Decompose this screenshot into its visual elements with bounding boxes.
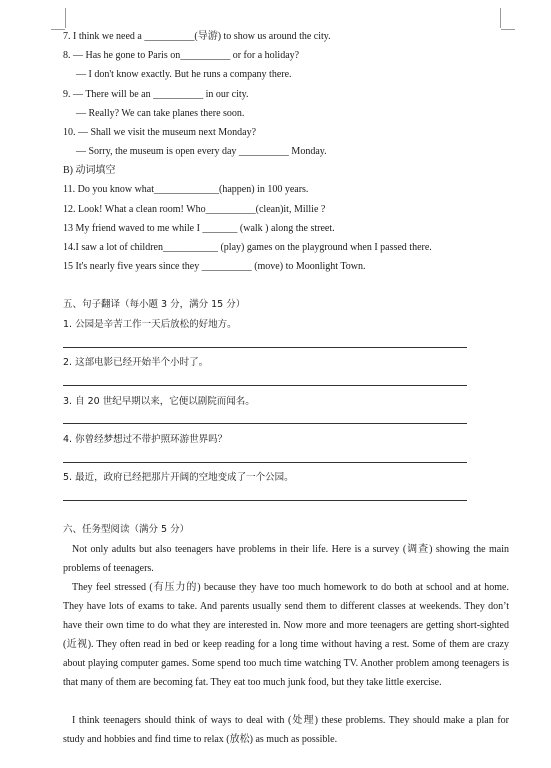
question-9-reply: — Really? We can take planes there soon. <box>76 108 245 119</box>
answer-line-1 <box>63 347 467 348</box>
section-b-heading: B) 动词填空 <box>63 165 116 176</box>
answer-line-2 <box>63 385 467 386</box>
reading-heading: 六、任务型阅读（满分 5 分） <box>63 524 190 535</box>
translation-item-1: 1. 公园是辛苦工作一天后放松的好地方。 <box>63 319 237 330</box>
question-10-reply: — Sorry, the museum is open every day __________ Monday. <box>76 146 327 157</box>
answer-line-5 <box>63 500 467 501</box>
reading-paragraph-2-text: They feel stressed (有压力的) because they have too much homework to do both at school and at home. They have lots of exams to take. And parents usually send them to different classes at weekends. They don’t have their own time to do what they are interested in. Now more and more teenagers are getting short-sighted (近视). They often read in bed or keep reading for a long time without having a rest. Some of them are crazy about playing computer games. Some spend too much time watching TV. Another problem among teenagers is that many of them are becoming fat. They eat too much junk food, but they take little exercise. <box>63 582 509 688</box>
reading-paragraph-1 <box>63 540 509 578</box>
question-11: 11. Do you know what_____________(happen) in 100 years. <box>63 184 309 195</box>
translation-item-5: 5. 最近，政府已经把那片开阔的空地变成了一个公园。 <box>63 472 294 483</box>
reading-paragraph-1-text: Not only adults but also teenagers have problems in their life. Here is a survey (调查) showing the main problems of teenagers. <box>63 544 509 574</box>
translation-item-2: 2. 这部电影已经开始半个小时了。 <box>63 357 209 368</box>
page-corner-mark-left <box>46 8 66 30</box>
answer-line-4 <box>63 462 467 463</box>
page-corner-mark-right <box>500 8 520 30</box>
question-13: 13 My friend waved to me while I _______ (walk ) along the street. <box>63 223 335 234</box>
question-14: 14.I saw a lot of children___________ (play) games on the playground when I passed there. <box>63 242 432 253</box>
reading-paragraph-3-text: I think teenagers should think of ways to deal with (处理) these problems. They should make a plan for study and hobbies and find time to relax (放松) as much as possible. <box>63 715 509 745</box>
question-10: 10. — Shall we visit the museum next Monday? <box>63 127 257 138</box>
question-8-reply: — I don't know exactly. But he runs a company there. <box>76 69 292 80</box>
question-15: 15 It's nearly five years since they __________ (move) to Moonlight Town. <box>63 261 366 272</box>
reading-paragraph-2 <box>63 578 509 692</box>
question-8: 8. — Has he gone to Paris on__________ or for a holiday? <box>63 50 300 61</box>
reading-paragraph-3 <box>63 711 509 749</box>
translation-item-4: 4. 你曾经梦想过不带护照环游世界吗？ <box>63 434 228 445</box>
translation-heading: 五、句子翻译（每小题 3 分，满分 15 分） <box>63 299 246 310</box>
translation-item-3: 3. 自 20 世纪早期以来，它便以剧院而闻名。 <box>63 396 255 407</box>
question-7: 7. I think we need a __________(导游) to show us around the city. <box>63 31 331 42</box>
question-9: 9. — There will be an __________ in our city. <box>63 89 249 100</box>
answer-line-3 <box>63 423 467 424</box>
question-12: 12. Look! What a clean room! Who__________(clean)it, Millie ? <box>63 204 326 215</box>
